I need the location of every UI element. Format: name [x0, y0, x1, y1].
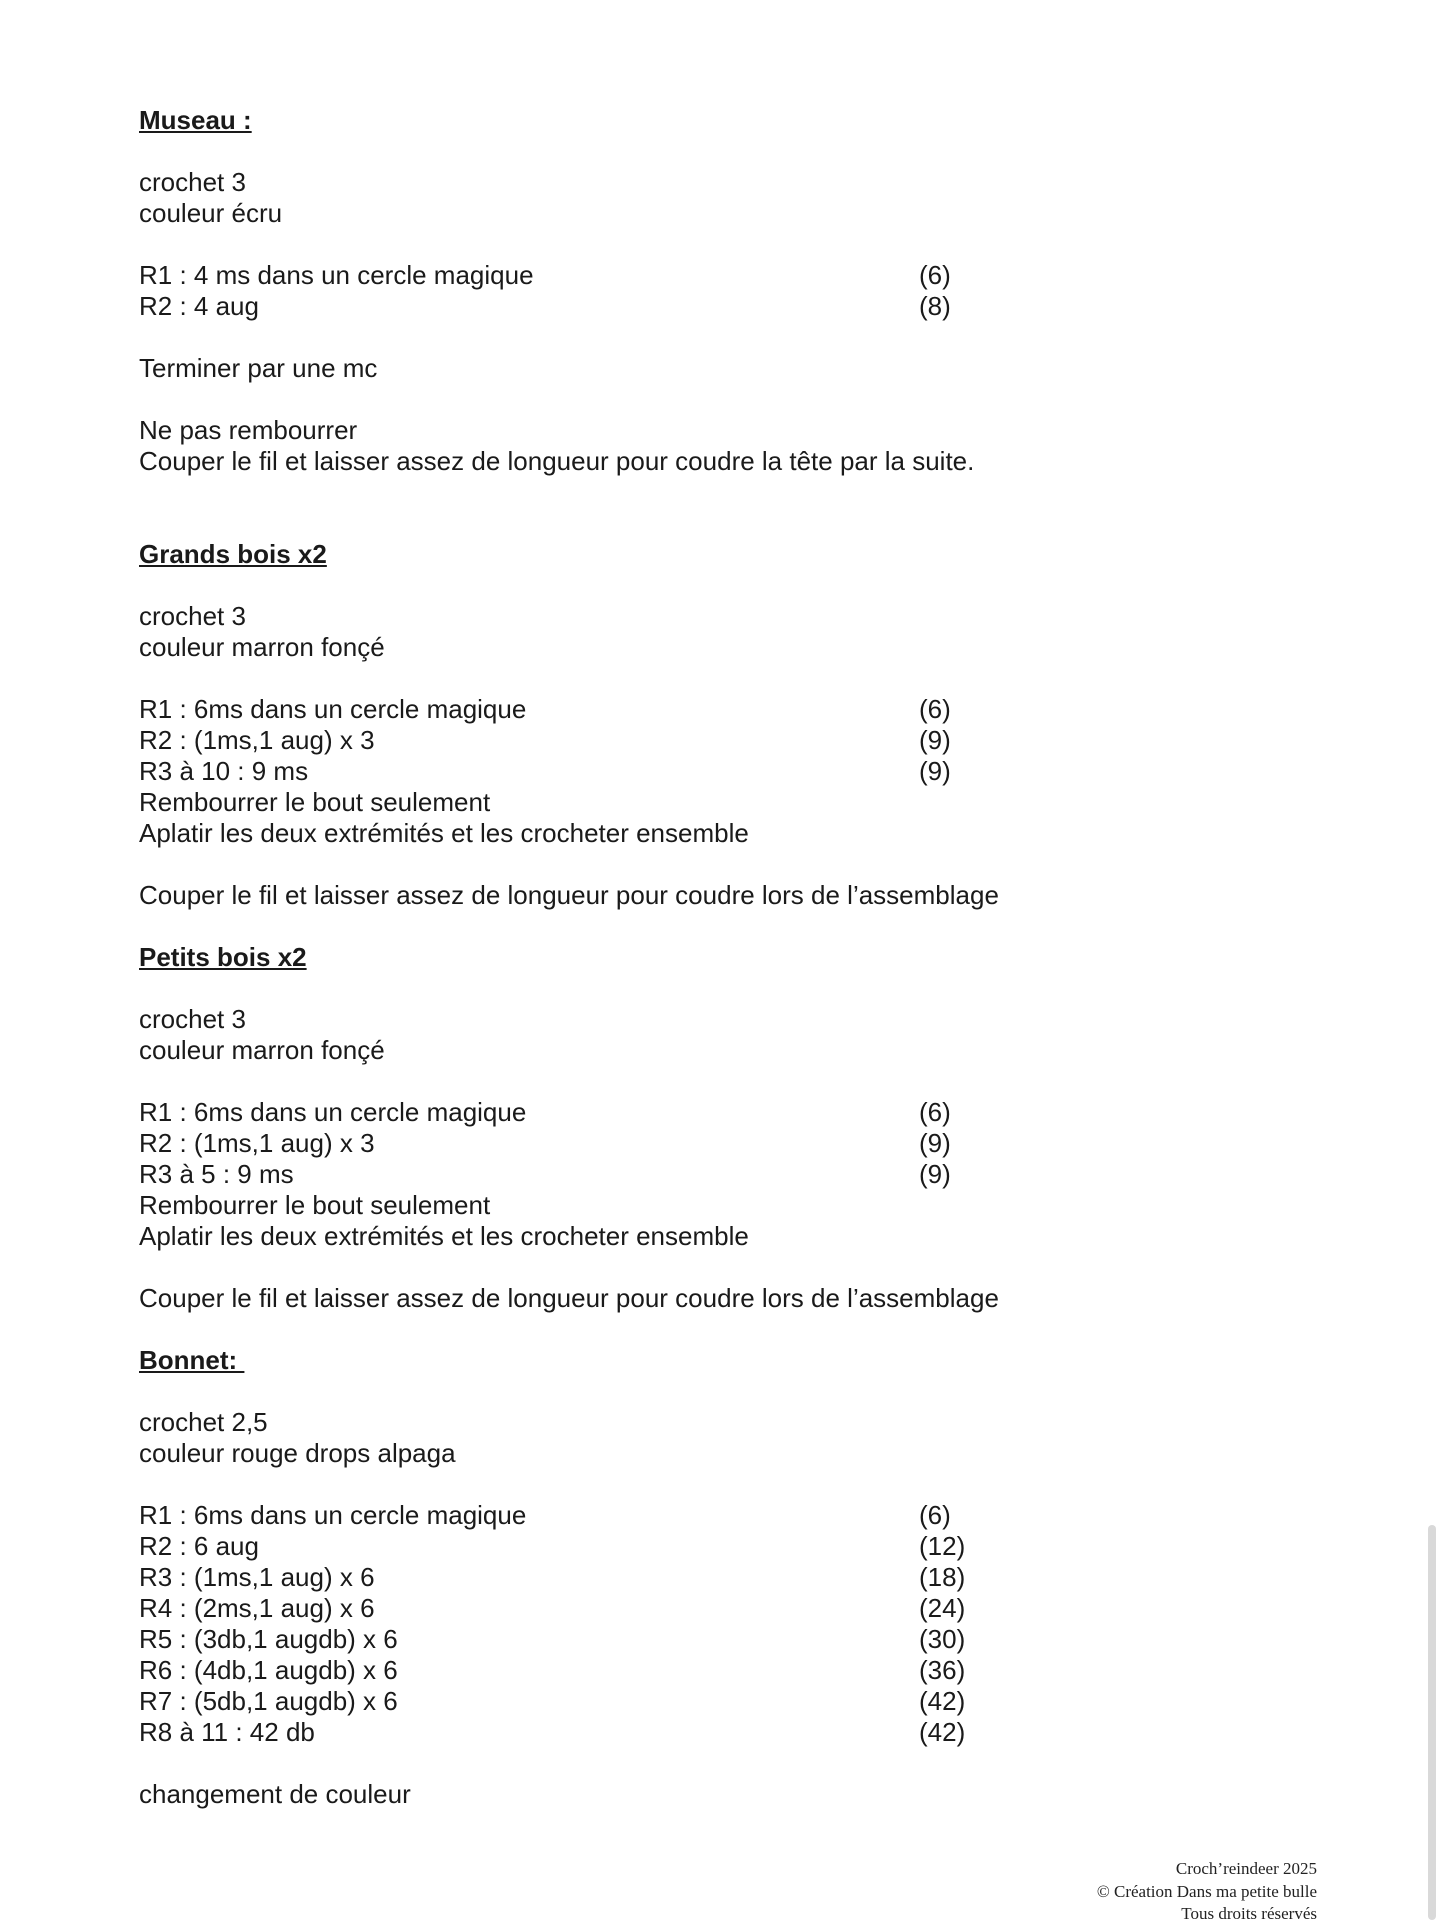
- spacer: [139, 384, 1319, 415]
- spacer: [139, 849, 1319, 880]
- pattern-row: [139, 756, 1319, 787]
- row-instruction: R4 : (2ms,1 aug) x 6: [139, 1593, 375, 1623]
- stitch-count: (9): [919, 1128, 951, 1158]
- spacer: [139, 229, 1319, 260]
- stitch-count: (36): [919, 1655, 966, 1685]
- hook-size: crochet 3: [139, 167, 246, 197]
- row-instruction: R1 : 4 ms dans un cercle magique: [139, 260, 534, 290]
- hook-size: crochet 2,5: [139, 1407, 268, 1437]
- flatten-instruction: Aplatir les deux extrémités et les crocheter ensemble: [139, 1221, 749, 1251]
- spacer: [139, 570, 1319, 601]
- spacer: [139, 136, 1319, 167]
- row-instruction: R3 : (1ms,1 aug) x 6: [139, 1562, 375, 1592]
- stuffing-instruction: Rembourrer le bout seulement: [139, 1190, 491, 1220]
- stitch-count: (6): [919, 1500, 951, 1530]
- pattern-row: [139, 1531, 1319, 1562]
- spacer: [139, 1066, 1319, 1097]
- section-title: Museau :: [139, 105, 252, 135]
- row-instruction: R8 à 11 : 42 db: [139, 1717, 315, 1747]
- cut-instruction: Couper le fil et laisser assez de longueur pour coudre la tête par la suite.: [139, 446, 975, 476]
- color-change-instruction: changement de couleur: [139, 1779, 411, 1809]
- pattern-row: [139, 1686, 1319, 1717]
- stitch-count: (18): [919, 1562, 966, 1592]
- stitch-count: (30): [919, 1624, 966, 1654]
- row-instruction: R6 : (4db,1 augdb) x 6: [139, 1655, 398, 1685]
- stitch-count: (9): [919, 1159, 951, 1189]
- pattern-row: [139, 725, 1319, 756]
- pattern-row: [139, 1159, 1319, 1190]
- cut-instruction: Couper le fil et laisser assez de longueur pour coudre lors de l’assemblage: [139, 880, 999, 910]
- yarn-color: couleur écru: [139, 198, 283, 228]
- row-instruction: R7 : (5db,1 augdb) x 6: [139, 1686, 398, 1716]
- stitch-count: (42): [919, 1717, 966, 1747]
- hook-size: crochet 3: [139, 1004, 246, 1034]
- section-museau: [139, 105, 1319, 477]
- row-instruction: R1 : 6ms dans un cercle magique: [139, 694, 527, 724]
- flatten-instruction: Aplatir les deux extrémités et les crocheter ensemble: [139, 818, 749, 848]
- pattern-row: [139, 1562, 1319, 1593]
- stuffing-note: Ne pas rembourrer: [139, 415, 358, 445]
- footer-title: Croch’reindeer 2025: [1175, 1859, 1317, 1878]
- spacer: [139, 911, 1319, 942]
- row-instruction: R1 : 6ms dans un cercle magique: [139, 1097, 527, 1127]
- section-bonnet: [139, 1345, 1319, 1810]
- pattern-row: [139, 1717, 1319, 1748]
- pattern-row: [139, 694, 1319, 725]
- row-instruction: R2 : (1ms,1 aug) x 3: [139, 1128, 375, 1158]
- spacer: [139, 322, 1319, 353]
- section-grands-bois: [139, 539, 1319, 911]
- pattern-row: [139, 1128, 1319, 1159]
- stitch-count: (6): [919, 260, 951, 290]
- stitch-count: (42): [919, 1686, 966, 1716]
- yarn-color: couleur marron fonçé: [139, 1035, 385, 1065]
- section-title: Grands bois x2: [139, 539, 327, 569]
- section-title: Bonnet:: [139, 1345, 245, 1375]
- stitch-count: (9): [919, 756, 951, 786]
- finish-instruction: Terminer par une mc: [139, 353, 378, 383]
- row-instruction: R2 : (1ms,1 aug) x 3: [139, 725, 375, 755]
- section-petits-bois: [139, 942, 1319, 1314]
- spacer: [139, 663, 1319, 694]
- pattern-row: [139, 1655, 1319, 1686]
- stitch-count: (6): [919, 694, 951, 724]
- row-instruction: R3 à 10 : 9 ms: [139, 756, 309, 786]
- page-footer: [1097, 1858, 1317, 1926]
- stitch-count: (8): [919, 291, 951, 321]
- page-content: [139, 105, 1319, 1810]
- spacer: [139, 973, 1319, 1004]
- hook-size: crochet 3: [139, 601, 246, 631]
- pattern-row: [139, 1624, 1319, 1655]
- pattern-row: [139, 260, 1319, 291]
- row-instruction: R2 : 4 aug: [139, 291, 259, 321]
- stitch-count: (9): [919, 725, 951, 755]
- footer-copyright: © Création Dans ma petite bulle: [1096, 1881, 1317, 1901]
- spacer: [139, 1252, 1319, 1283]
- spacer: [139, 1314, 1319, 1345]
- pattern-row: [139, 1593, 1319, 1624]
- pattern-row: [139, 1097, 1319, 1128]
- stuffing-instruction: Rembourrer le bout seulement: [139, 787, 491, 817]
- section-title: Petits bois x2: [139, 942, 307, 972]
- spacer: [139, 477, 1319, 539]
- cut-instruction: Couper le fil et laisser assez de longueur pour coudre lors de l’assemblage: [139, 1283, 999, 1313]
- stitch-count: (24): [919, 1593, 966, 1623]
- yarn-color: couleur rouge drops alpaga: [139, 1438, 456, 1468]
- pattern-row: [139, 291, 1319, 322]
- spacer: [139, 1469, 1319, 1500]
- stitch-count: (12): [919, 1531, 966, 1561]
- row-instruction: R3 à 5 : 9 ms: [139, 1159, 294, 1189]
- stitch-count: (6): [919, 1097, 951, 1127]
- spacer: [139, 1748, 1319, 1779]
- yarn-color: couleur marron fonçé: [139, 632, 385, 662]
- row-instruction: R5 : (3db,1 augdb) x 6: [139, 1624, 398, 1654]
- pattern-row: [139, 1500, 1319, 1531]
- row-instruction: R2 : 6 aug: [139, 1531, 259, 1561]
- scrollbar-thumb[interactable]: [1428, 1525, 1436, 1920]
- row-instruction: R1 : 6ms dans un cercle magique: [139, 1500, 527, 1530]
- footer-rights: Tous droits réservés: [1181, 1904, 1317, 1923]
- spacer: [139, 1376, 1319, 1407]
